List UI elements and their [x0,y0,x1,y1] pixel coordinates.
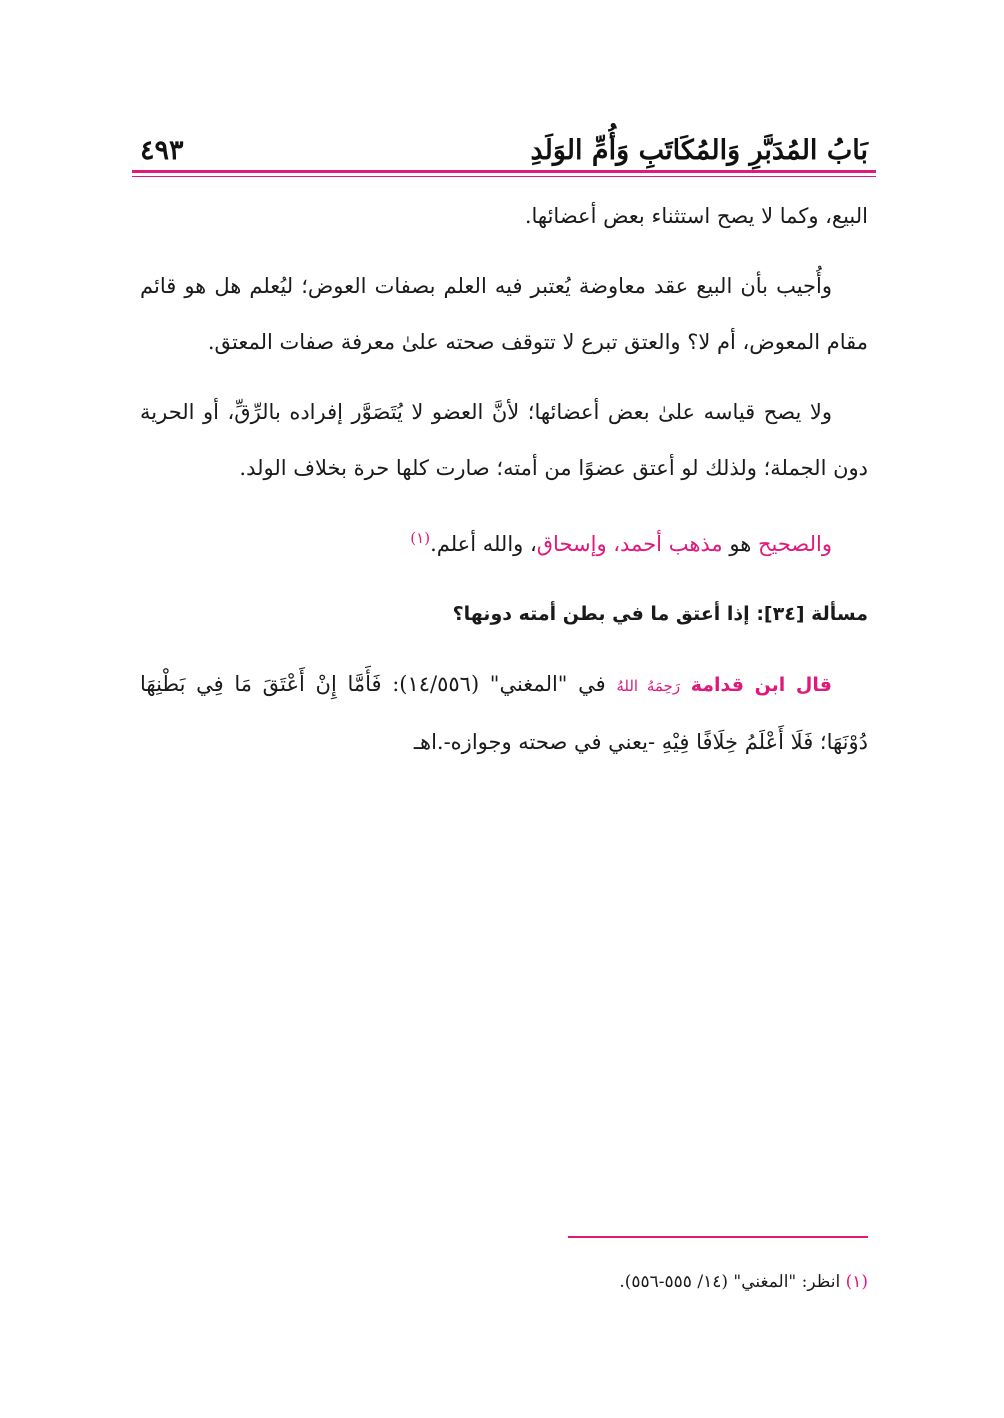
conclusion-highlight: مذهب أحمد، وإسحاق [536,532,723,556]
quote-sayer: قال ابن قدامة [690,674,832,696]
conclusion-paragraph [140,510,868,572]
paragraph-1: البيع، وكما لا يصح استثناء بعض أعضائها. [524,204,868,228]
header-rule-thin [132,176,876,177]
footnote-marker[interactable]: (١) [410,529,431,547]
footnote-text: انظر: "المغني" (١٤/ ٥٥٥-٥٥٦). [619,1272,846,1292]
body-text [140,188,868,770]
conclusion-lead: والصحيح [757,532,832,556]
quote-paragraph [140,656,868,770]
quote-text: في "المغني" (١٤/٥٥٦): فَأَمَّا إِنْ أَعْتَقَ مَا فِي بَطْنِهَا دُوْنَهَا؛ فَلَا أَعْلَمُ خِلَافًا فِيْهِ -يعني في صحته وجوازه-.اهـ [140,672,868,754]
page-number: ٤٩٣ [140,135,184,166]
paragraph-2: وأُجيب بأن البيع عقد معاوضة يُعتبر فيه العلم بصفات العوض؛ ليُعلم هل هو قائم مقام المعوض، أم لا؟ والعتق تبرع لا تتوقف صحته علىٰ معرفة صفات المعتق. [140,274,868,354]
footnote-rule [568,1236,868,1238]
conclusion-middle: هو [722,532,758,556]
running-header [140,124,868,164]
honorific: رَحِمَهُ اللهُ [616,677,681,695]
footnote [140,1268,868,1296]
running-title: بَابُ المُدَبَّرِ وَالمُكَاتَبِ وَأُمِّ الوَلَدِ [530,135,868,166]
footnote-number: (١) [845,1272,868,1292]
header-rule [132,170,876,173]
paragraph-3: ولا يصح قياسه علىٰ بعض أعضائها؛ لأنَّ العضو لا يُتَصَوَّر إفراده بالرِّقِّ، أو الحرية دون الجملة؛ ولذلك لو أعتق عضوًا من أمته؛ صارت كلها حرة بخلاف الولد. [140,400,868,480]
issue-heading: مسألة [٣٤]: إذا أعتق ما في بطن أمته دونها؟ [452,603,868,625]
conclusion-tail: ، والله أعلم. [430,532,537,556]
